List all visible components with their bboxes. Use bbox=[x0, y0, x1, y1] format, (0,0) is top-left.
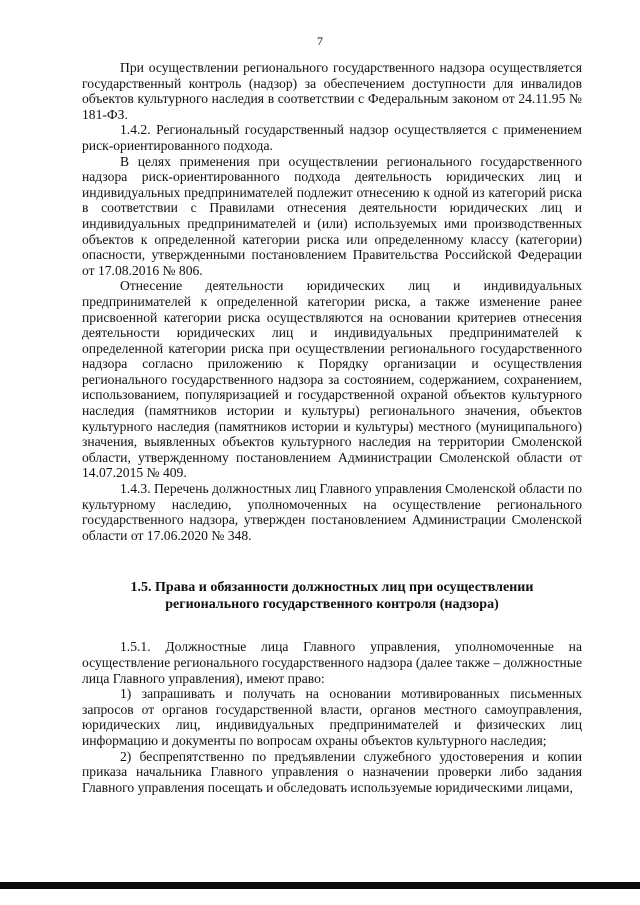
document-body bbox=[82, 60, 582, 795]
list-item-1: 1) запрашивать и получать на основании мотивированных письменных запросов от органов государственной власти, органов местного самоуправления, юридических лиц, индивидуальных предпринимателей и физических лиц информацию и документы по вопросам охраны объектов культурного наследия; bbox=[82, 686, 582, 748]
list-item-2: 2) беспрепятственно по предъявлении служебного удостоверения и копии приказа начальника Главного управления о назначении проверки либо задания Главного управления посещать и обследовать используемые юридическими лицами, bbox=[82, 748, 582, 795]
paragraph-risk-categories: В целях применения при осуществлении регионального государственного надзора риск-ориентированного подхода деятельность юридических лиц и индивидуальных предпринимателей подлежит отнесению к одной из категорий риска в соответствии с Правилами отнесения деятельности юридических лиц и индивидуальных предпринимателей и (или) используемых ими производственных объектов к определенной категории риска или определенному классу (категории) опасности, утвержденными постановлением Правительства Российской Федерации от 17.08.2016 № 806. bbox=[82, 153, 582, 278]
section-heading-1-5: 1.5. Права и обязанности должностных лиц при осуществлении регионального государственного контроля (надзора) bbox=[130, 580, 534, 613]
paragraph-1-4-3: 1.4.3. Перечень должностных лиц Главного управления Смоленской области по культурному наследию, уполномоченных на осуществление регионального государственного надзора, утвержден постановлением Администрации Смоленской области от 17.06.2020 № 348. bbox=[82, 481, 582, 543]
paragraph-risk-assignment: Отнесение деятельности юридических лиц и индивидуальных предпринимателей к определенной категории риска, а также изменение ранее присвоенной категории риска осуществляются на основании критериев отнесения деятельности юридических лиц и индивидуальных предпринимателей к определенной категории риска при осуществлении регионального государственного надзора согласно приложению к Порядку организации и осуществления регионального государственного надзора за состоянием, содержанием, сохранением, использованием, популяризацией и государственной охраной объектов культурного наследия (памятников истории и культуры) регионального значения, объектов культурного наследия (памятников истории и культуры) местного (муниципального) значения, выявленных объектов культурного наследия на территории Смоленской области, утвержденному постановлением Администрации Смоленской области от 14.07.2015 № 409. bbox=[82, 278, 582, 481]
page-number: 7 bbox=[317, 34, 323, 48]
scan-edge-bar bbox=[0, 882, 640, 889]
paragraph-1-5-1: 1.5.1. Должностные лица Главного управления, уполномоченные на осуществление регионального государственного надзора (далее также – должностные лица Главного управления), имеют право: bbox=[82, 639, 582, 686]
paragraph-doступность: При осуществлении регионального государственного надзора осуществляется государственный контроль (надзор) за обеспечением доступности для инвалидов объектов культурного наследия в соответствии с Федеральным законом от 24.11.95 № 181-ФЗ. bbox=[82, 60, 582, 122]
paragraph-1-4-2: 1.4.2. Региональный государственный надзор осуществляется с применением риск-ориентированного подхода. bbox=[82, 122, 582, 153]
